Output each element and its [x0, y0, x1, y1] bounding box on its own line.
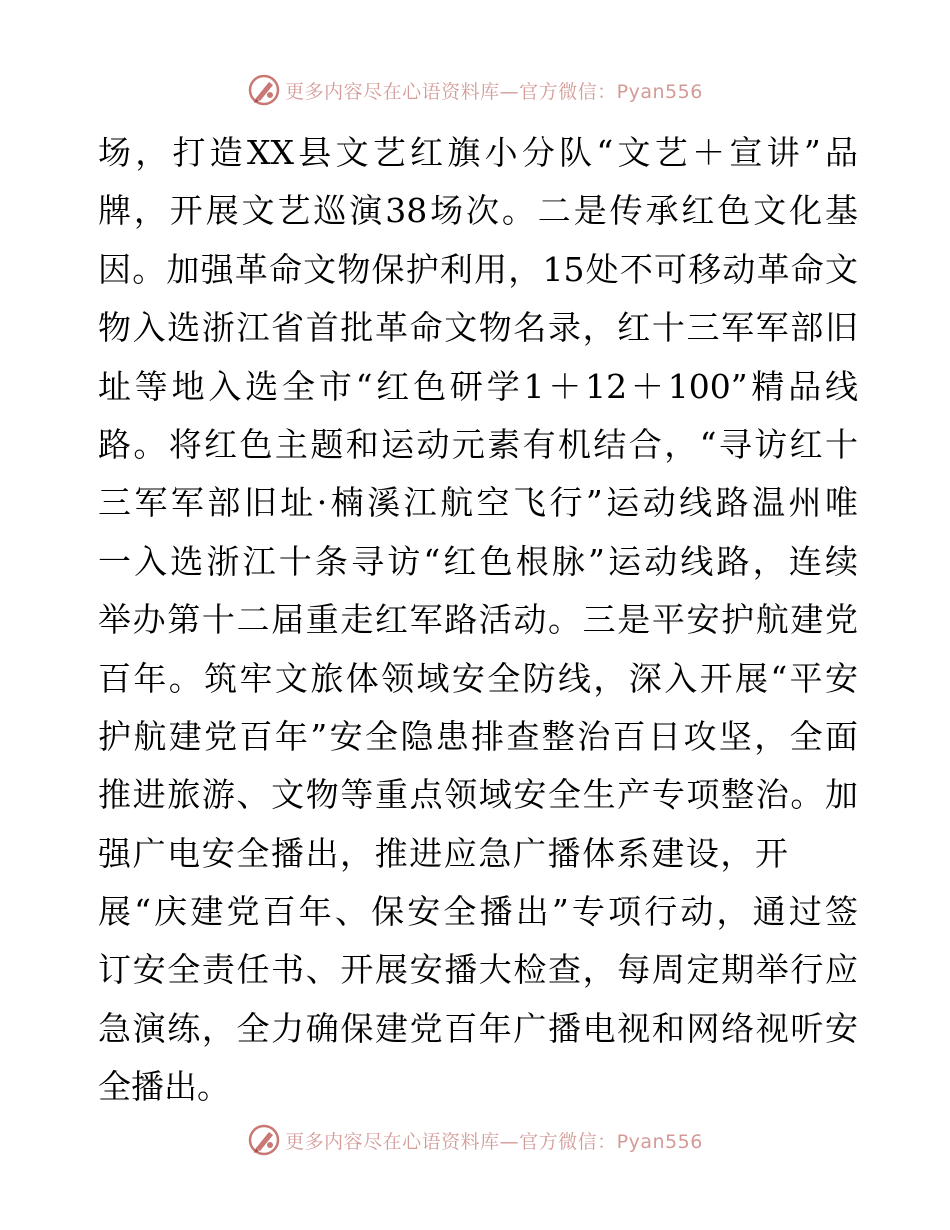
watermark-text: 更多内容尽在心语资料库—官方微信：Pyan556 [285, 80, 703, 103]
body-line: 三军军部旧址·楠溪江航空飞行”运动线路温州唯 [98, 483, 858, 523]
footer-watermark [0, 1120, 950, 1160]
body-line: 护航建党百年”安全隐患排查整治百日攻坚，全面 [98, 716, 858, 756]
body-line: 址等地入选全市“红色研学1＋12＋100”精品线 [98, 366, 858, 406]
pen-logo-icon [247, 73, 281, 107]
header-watermark [0, 70, 950, 110]
body-line: 一入选浙江十条寻访“红色根脉”运动线路，连续 [98, 541, 858, 581]
body-line: 因。加强革命文物保护利用，15处不可移动革命文 [98, 249, 858, 289]
body-line: 强广电安全播出，推进应急广播体系建设，开 [98, 833, 788, 873]
body-line: 急演练，全力确保建党百年广播电视和网络视听安 [98, 1008, 858, 1048]
body-line: 牌，开展文艺巡演38场次。二是传承红色文化基 [98, 191, 858, 231]
pen-logo-icon [247, 1123, 281, 1157]
body-line: 推进旅游、文物等重点领域安全生产专项整治。加 [98, 775, 858, 815]
document-body [98, 124, 858, 1117]
body-line: 场，打造XX县文艺红旗小分队“文艺＋宣讲”品 [98, 133, 858, 172]
body-line: 百年。筑牢文旅体领域安全防线，深入开展“平安 [98, 658, 858, 698]
body-line: 路。将红色主题和运动元素有机结合，“寻访红十 [98, 424, 858, 464]
body-line: 订安全责任书、开展安播大检查，每周定期举行应 [98, 950, 858, 990]
body-line: 展“庆建党百年、保安全播出”专项行动，通过签 [98, 892, 858, 932]
watermark-text: 更多内容尽在心语资料库—官方微信：Pyan556 [285, 1130, 703, 1153]
body-line: 举办第十二届重走红军路活动。三是平安护航建党 [98, 600, 858, 640]
body-line: 物入选浙江省首批革命文物名录，红十三军军部旧 [98, 308, 858, 348]
body-line: 全播出。 [98, 1067, 230, 1107]
